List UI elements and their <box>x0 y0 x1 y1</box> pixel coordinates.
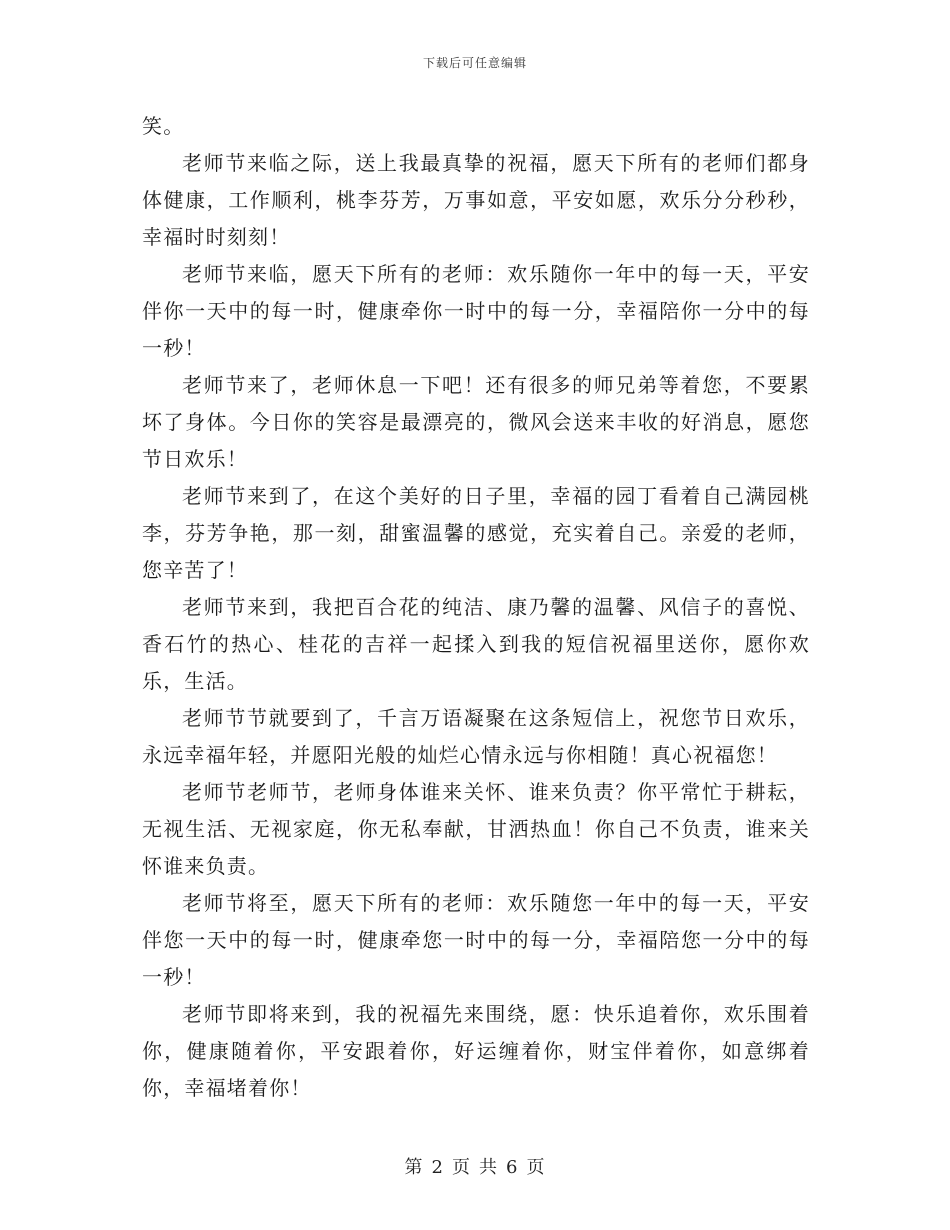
paragraph: 老师节来临之际，送上我最真挚的祝福，愿天下所有的老师们都身体健康，工作顺利，桃李芬芳，万事如意，平安如愿，欢乐分分秒秒，幸福时时刻刻！ <box>142 151 810 249</box>
paragraph: 老师节来临，愿天下所有的老师：欢乐随你一年中的每一天，平安伴你一天中的每一时，健康牵你一时中的每一分，幸福陪你一分中的每一秒！ <box>142 262 810 360</box>
paragraph: 老师节来到了，在这个美好的日子里，幸福的园丁看着自己满园桃李，芬芳争艳，那一刻，甜蜜温馨的感觉，充实着自己。亲爱的老师，您辛苦了！ <box>142 484 810 582</box>
total-pages-number: 6 <box>506 1157 519 1178</box>
paragraph: 老师节来到，我把百合花的纯洁、康乃馨的温馨、风信子的喜悦、香石竹的热心、桂花的吉祥一起揉入到我的短信祝福里送你，愿你欢乐，生活。 <box>142 595 810 693</box>
document-body <box>142 108 810 1107</box>
paragraph: 老师节老师节，老师身体谁来关怀、谁来负责？你平常忙于耕耘，无视生活、无视家庭，你无私奉献，甘洒热血！你自己不负责，谁来关怀谁来负责。 <box>142 780 810 878</box>
paragraph: 老师节将至，愿天下所有的老师：欢乐随您一年中的每一天，平安伴您一天中的每一时，健康牵您一时中的每一分，幸福陪您一分中的每一秒！ <box>142 891 810 989</box>
paragraph: 老师节来了，老师休息一下吧！还有很多的师兄弟等着您，不要累坏了身体。今日你的笑容是最漂亮的，微风会送来丰收的好消息，愿您节日欢乐！ <box>142 373 810 471</box>
footer-prefix: 第 <box>404 1157 424 1178</box>
page-footer <box>0 1153 950 1179</box>
paragraph: 老师节即将来到，我的祝福先来围绕，愿：快乐追着你，欢乐围着你，健康随着你，平安跟着你，好运缠着你，财宝伴着你，如意绑着你，幸福堵着你！ <box>142 1002 810 1100</box>
footer-total-word: 共 <box>479 1157 498 1178</box>
paragraph: 老师节节就要到了，千言万语凝聚在这条短信上，祝您节日欢乐，永远幸福年轻，并愿阳光般的灿烂心情永远与你相随！真心祝福您！ <box>142 706 810 767</box>
footer-page-word: 页 <box>452 1157 471 1178</box>
current-page-number: 2 <box>431 1157 444 1178</box>
paragraph-continuation: 笑。 <box>142 114 185 138</box>
page-header: 下载后可任意编辑 <box>422 56 527 70</box>
footer-suffix: 页 <box>526 1157 546 1178</box>
